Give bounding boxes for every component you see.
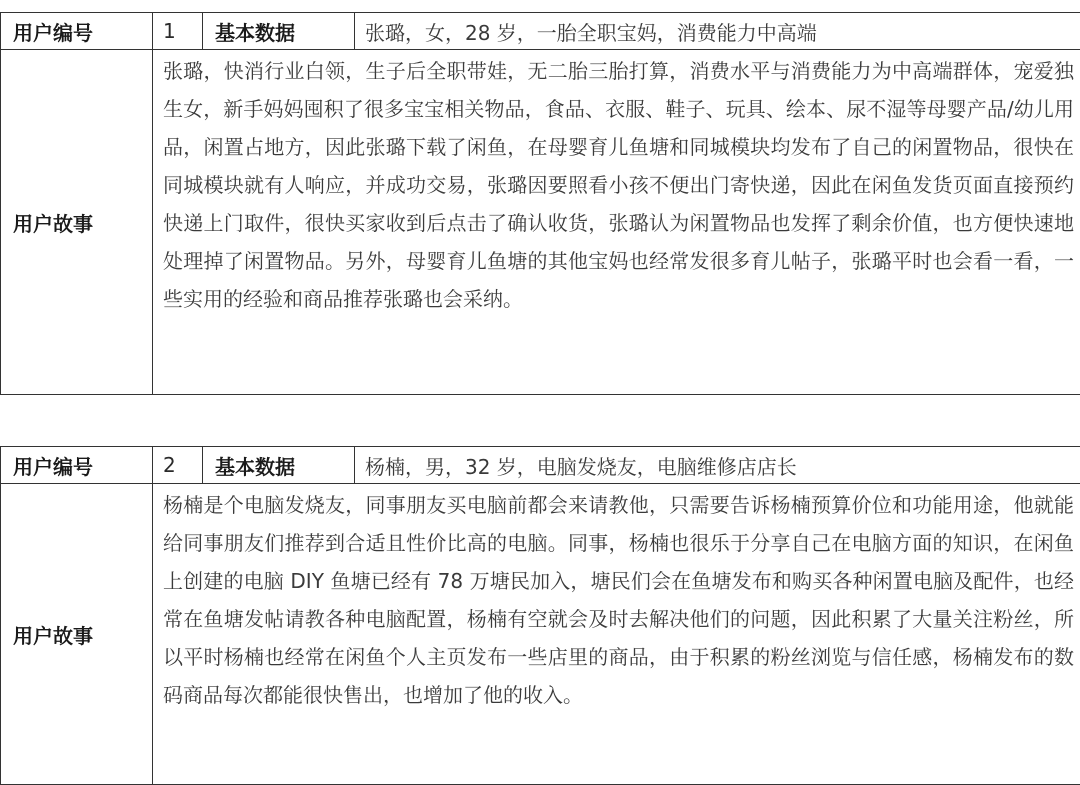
basic-data-label: 基本数据 xyxy=(203,13,355,50)
user-story-label: 用户故事 xyxy=(1,50,153,395)
user-id-label: 用户编号 xyxy=(1,13,153,50)
user-story-row xyxy=(1,50,1080,395)
user-story-row xyxy=(1,484,1080,785)
user-card-1 xyxy=(0,12,1080,395)
basic-data-value: 杨楠，男，32 岁，电脑发烧友，电脑维修店店长 xyxy=(355,447,1080,484)
user-story-text: 张璐，快消行业白领，生子后全职带娃，无二胎三胎打算，消费水平与消费能力为中高端群体，宠爱独生女，新手妈妈囤积了很多宝宝相关物品，食品、衣服、鞋子、玩具、绘本、尿不湿等母婴产品/幼儿用品，闲置占地方，因此张璐下载了闲鱼，在母婴育儿鱼塘和同城模块均发布了自己的闲置物品，很快在同城模块就有人响应，并成功交易，张璐因要照看小孩不便出门寄快递，因此在闲鱼发货页面直接预约快递上门取件，很快买家收到后点击了确认收货，张璐认为闲置物品也发挥了剩余价值，也方便快速地处理掉了闲置物品。另外，母婴育儿鱼塘的其他宝妈也经常发很多育儿帖子，张璐平时也会看一看，一些实用的经验和商品推荐张璐也会采纳。 xyxy=(153,50,1080,395)
user-story-text: 杨楠是个电脑发烧友，同事朋友买电脑前都会来请教他，只需要告诉杨楠预算价位和功能用途，他就能给同事朋友们推荐到合适且性价比高的电脑。同事，杨楠也很乐于分享自己在电脑方面的知识，在闲鱼上创建的电脑 DIY 鱼塘已经有 78 万塘民加入，塘民们会在鱼塘发布和购买各种闲置电脑及配件，也经常在鱼塘发帖请教各种电脑配置，杨楠有空就会及时去解决他们的问题，因此积累了大量关注粉丝，所以平时杨楠也经常在闲鱼个人主页发布一些店里的商品，由于积累的粉丝浏览与信任感，杨楠发布的数码商品每次都能很快售出，也增加了他的收入。 xyxy=(153,484,1080,785)
basic-data-value: 张璐，女，28 岁，一胎全职宝妈，消费能力中高端 xyxy=(355,13,1080,50)
user-card-header xyxy=(1,447,1080,484)
user-story-label: 用户故事 xyxy=(1,484,153,785)
user-card-2 xyxy=(0,446,1080,785)
user-id-value: 2 xyxy=(153,447,203,484)
user-id-value: 1 xyxy=(153,13,203,50)
basic-data-label: 基本数据 xyxy=(203,447,355,484)
user-id-label: 用户编号 xyxy=(1,447,153,484)
user-card-header xyxy=(1,13,1080,50)
